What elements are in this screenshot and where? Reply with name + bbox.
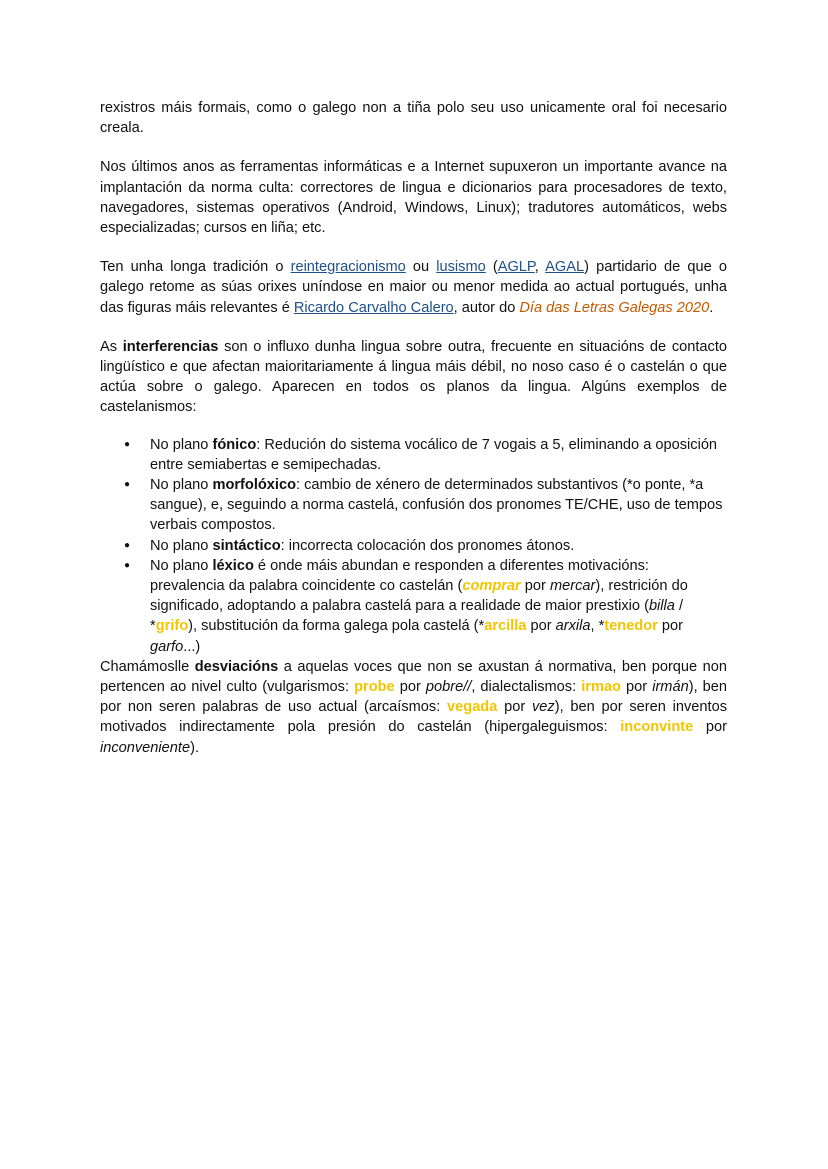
text: ( [485, 259, 498, 276]
text: ), restrición do significado, adoptando a palabra castelá para a realidade de maior prestixio ( [150, 578, 688, 615]
term-interferencias: interferencias [122, 338, 219, 355]
text: , [534, 259, 546, 276]
text: por [497, 699, 532, 716]
text: Chamámoslle [100, 658, 195, 675]
text: por [693, 719, 727, 736]
term-morfoloxico: morfolóxico [212, 477, 296, 494]
text: por [620, 679, 653, 696]
highlight-inconvinte: inconvinte [620, 719, 694, 736]
list-item-morfoloxico [150, 475, 727, 536]
italic-vez: vez [531, 699, 555, 716]
list-item-sintactico [150, 536, 727, 556]
term-desviacions: desviacións [194, 658, 279, 675]
link-agal[interactable]: AGAL [545, 259, 585, 276]
text: a aquelas voces que non se axustan á normativa, ben porque non pertencen ao nivel culto (vulgarismos: [100, 658, 727, 696]
text: por [520, 578, 550, 595]
text: No plano [150, 557, 213, 574]
italic-mercar: mercar [549, 578, 596, 595]
text: No plano [150, 477, 213, 494]
list-item-fonico [150, 435, 727, 475]
link-reintegracionismo[interactable]: reintegracionismo [290, 259, 406, 276]
italic-inconveniente: inconveniente [100, 739, 191, 756]
text: Ten unha longa tradición o [100, 259, 291, 276]
text: / * [150, 598, 684, 635]
italic-arxila: arxila [555, 618, 591, 635]
paragraph-desviacions [100, 657, 727, 758]
link-lusismo[interactable]: lusismo [436, 259, 486, 276]
text: é onde máis abundan e responden a diferentes motivacións: prevalencia da palabra coincidente co castelán ( [150, 557, 649, 595]
text: , * [590, 618, 605, 635]
italic-billa: billa [648, 598, 675, 615]
paragraph-reintegrationism [100, 257, 727, 318]
text: . [709, 299, 714, 316]
list-item-lexico [150, 556, 727, 657]
text: : Redución do sistema vocálico de 7 vogais a 5, eliminando a oposición entre semiabertas e semipechadas. [150, 436, 718, 473]
text: ), substitución da forma galega pola castelá (* [188, 618, 485, 635]
paragraph-formal-registers: rexistros máis formais, como o galego non a tiña polo seu uso unicamente oral foi necesario creala. [100, 100, 727, 137]
text: , autor do [453, 299, 520, 316]
link-ricardo-carvalho-calero[interactable]: Ricardo Carvalho Calero [293, 299, 454, 316]
text: ) partidario de que o galego retome as súas orixes uníndose en maior ou menor medida ao actual portugués, unha das figuras máis relevantes é [100, 259, 727, 316]
text: ), ben por seren inventos motivados indirectamente pola presión do castelán (hipergaleguismos: [100, 699, 728, 736]
italic-pobre: pobre// [425, 679, 472, 696]
highlight-probe: probe [354, 679, 395, 696]
text: , dialectalismos: [471, 679, 582, 696]
text: son o influxo dunha lingua sobre outra, frecuente en situacións de contacto lingüístico e que afectan maioritariamente á lingua máis débil, no noso caso é o castelán o que actúa sobre o galego. Aparecen en todos os planos da lingua. Algúns exemplos de castelanismos: [100, 338, 727, 416]
text: por [657, 618, 683, 635]
document-body [100, 98, 727, 777]
text: ou [405, 259, 437, 276]
text: : incorrecta colocación dos pronomes átonos. [280, 537, 575, 554]
paragraph-interferences [100, 337, 727, 418]
text: : cambio de xénero de determinados substantivos (*o ponte, *a sangue), e, seguindo a norma castelá, confusión dos pronomes TE/CHE, uso de tempos verbais compostos. [150, 477, 723, 534]
italic-irman: irmán [652, 679, 689, 696]
term-lexico: léxico [212, 557, 254, 574]
text: ), ben por non seren palabras de uso actual (arcaísmos: [100, 679, 728, 716]
italic-garfo: garfo [150, 638, 184, 655]
text: No plano [150, 537, 213, 554]
highlight-comprar: comprar [462, 578, 521, 595]
text: No plano [150, 436, 213, 453]
castelanismos-list [100, 435, 727, 657]
highlight-irmao: irmao [581, 679, 621, 696]
highlight-tenedor: tenedor [604, 618, 658, 635]
term-sintactico: sintáctico [212, 537, 281, 554]
text: ...) [183, 638, 201, 655]
text: por [526, 618, 556, 635]
highlight-grifo: grifo [155, 618, 189, 635]
link-aglp[interactable]: AGLP [497, 259, 535, 276]
text: ). [190, 739, 199, 756]
paragraph-computing-tools: Nos últimos anos as ferramentas informáticas e a Internet supuxeron un importante avance na implantación da norma culta: correctores de lingua e dicionarios para procesadores de texto, navegadores, sistemas operativos (Android, Windows, Linux); tradutores automáticos, webs especializadas; cursos en liña; etc. [100, 159, 727, 237]
text: por [394, 679, 426, 696]
highlight-dia-das-letras: Día das Letras Galegas 2020 [519, 299, 710, 316]
text: As [100, 338, 123, 355]
highlight-vegada: vegada [447, 699, 498, 716]
highlight-arcilla: arcilla [484, 618, 527, 635]
term-fonico: fónico [212, 436, 257, 453]
